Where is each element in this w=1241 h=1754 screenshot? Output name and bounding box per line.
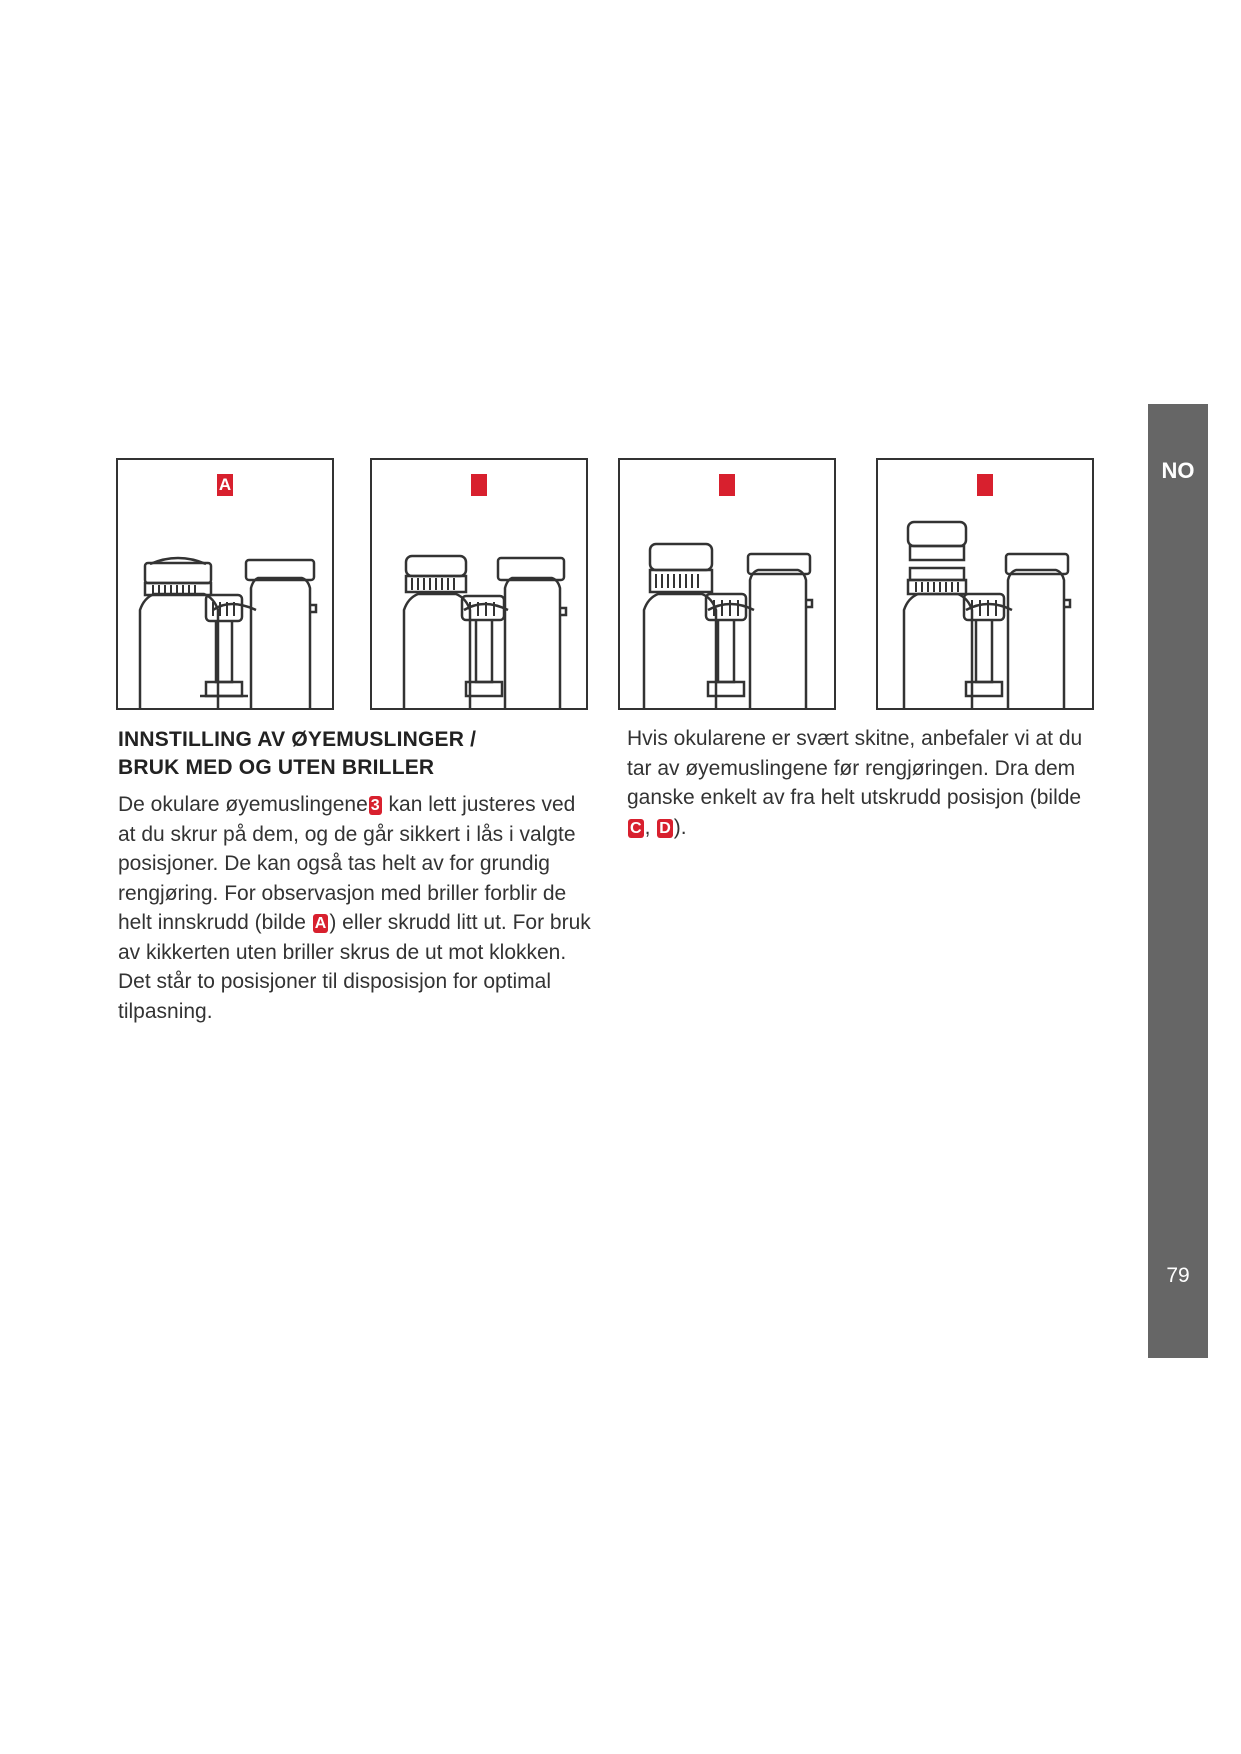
figure-a xyxy=(116,458,334,710)
figure-b xyxy=(370,458,588,710)
figure-c xyxy=(618,458,836,710)
text-segment: De okulare øyemuslingene xyxy=(118,793,368,816)
binocular-eyecups-mid-illustration xyxy=(372,460,586,708)
text-segment: Hvis okularene er svært skitne, anbefaler vi at du tar av øyemuslingene før rengjøringen. Dra dem ganske enkelt av fra helt utskrudd posisjon (bilde xyxy=(627,727,1083,809)
text-segment: kan lett justeres ved at du skrur på dem, og de går sikkert i lås i valgte posisjoner. De kan også tas helt av for grundig rengjøring. For observasjon med briller forblir de helt innskrudd (bilde xyxy=(118,793,576,934)
reference-badge-d: D xyxy=(659,819,671,837)
text-segment: ). xyxy=(673,815,687,839)
reference-badge-a: A xyxy=(314,915,327,932)
page-number: 79 xyxy=(1166,1264,1190,1287)
text-segment: ) eller skrudd litt ut. For bruk av kikkerten uten briller skrus de ut mot klokken. Det står to posisjoner til disposisjon for optimal tilpasning. xyxy=(118,911,591,1023)
binocular-eyecups-extended-illustration xyxy=(620,460,834,708)
language-code: NO xyxy=(1161,458,1195,483)
binocular-eyecup-removed-illustration xyxy=(878,460,1092,708)
cleaning-paragraph xyxy=(627,724,1097,842)
language-tab xyxy=(1148,404,1208,1358)
reference-badge-c: C xyxy=(630,819,642,837)
figure-label: A xyxy=(218,475,232,494)
section-heading xyxy=(118,726,598,782)
heading-line-2: BRUK MED OG UTEN BRILLER xyxy=(118,756,435,779)
text-segment: , xyxy=(644,815,657,839)
reference-badge-3: 3 xyxy=(370,797,380,814)
figure-d xyxy=(876,458,1094,710)
heading-line-1: INNSTILLING AV ØYEMUSLINGER / xyxy=(118,728,477,751)
eyecup-adjustment-paragraph xyxy=(118,790,598,1026)
binocular-eyecups-retracted-illustration xyxy=(118,460,332,708)
